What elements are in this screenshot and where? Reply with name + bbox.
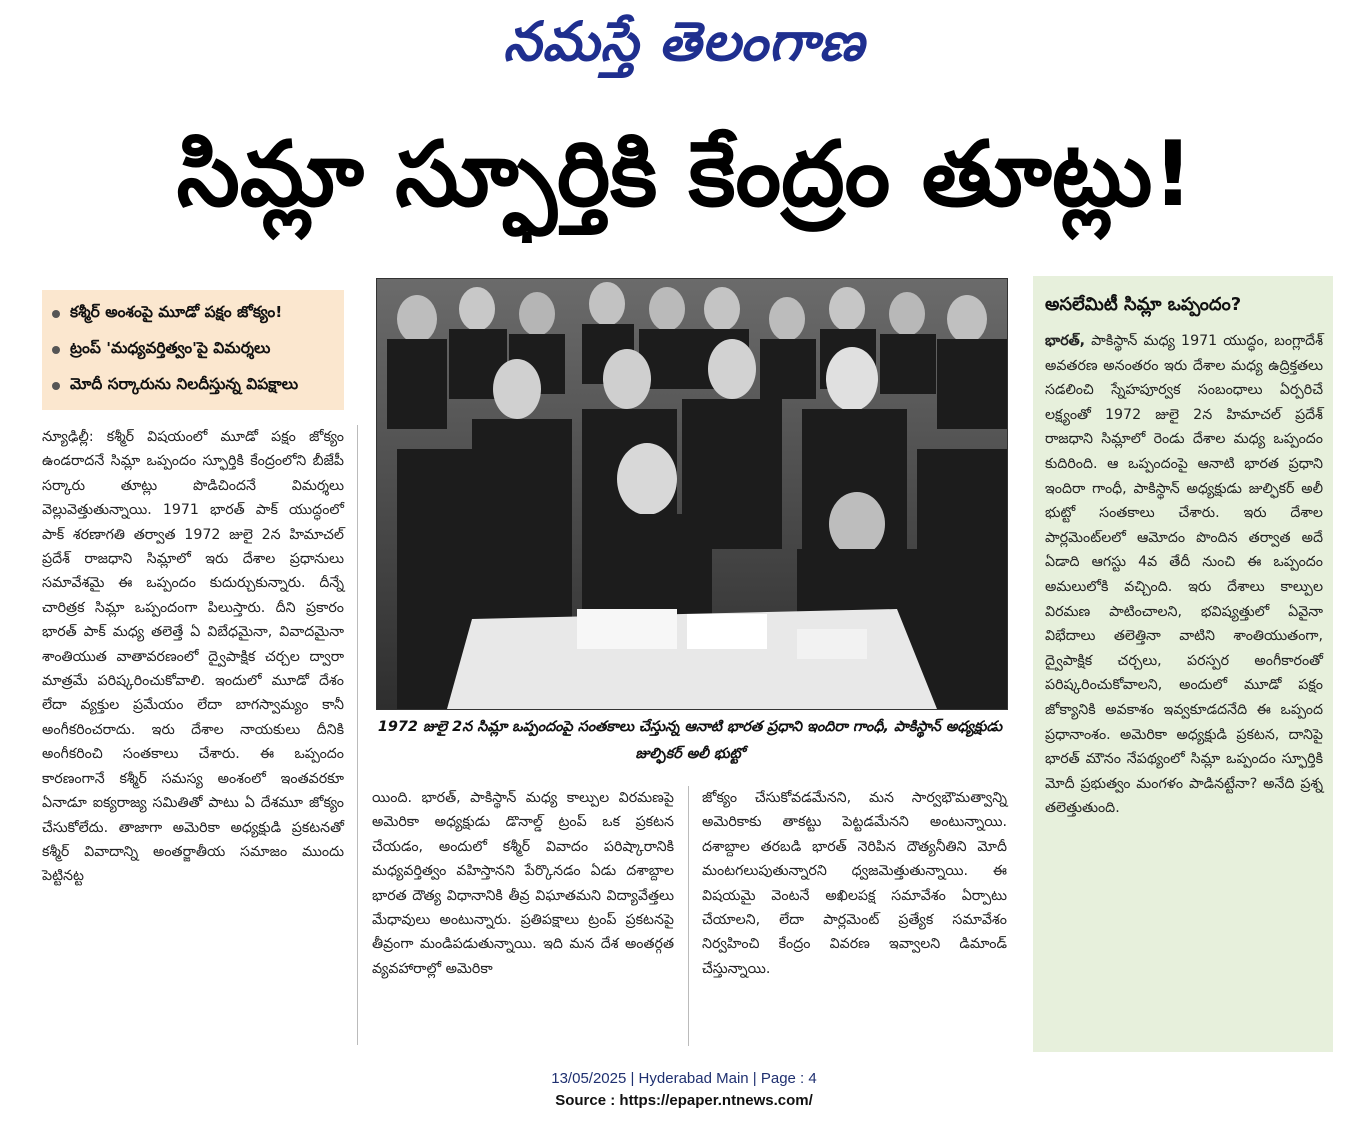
article-column-3: జోక్యం చేసుకోవడమేనని, మన సార్వభౌమత్వాన్ని అమెరికాకు తాకట్టు పెట్టడమేనని అంటున్నాయి. దశాబ్దాల తరబడి భారత్ నెరిపిన దౌత్యనీతిని మోదీ మంటగలుపుతున్నారని ధ్వజమెత్తుతున్నాయి. ఈ విషయమై వెంటనే అఖిలపక్ష సమావేశం ఏర్పాటు చేయాలని, లేదా పార్లమెంట్ ప్రత్యేక సమావేశం నిర్వహించి కేంద్రం వివరణ ఇవ్వాలని డిమాండ్ చేస్తున్నాయి. — [702, 790, 1007, 977]
edition-info: 13/05/2025 | Hyderabad Main | Page : 4 — [551, 1070, 817, 1087]
highlight-item — [42, 296, 344, 332]
sidebar-body — [1045, 329, 1323, 821]
bullet-icon — [52, 346, 60, 354]
masthead-logo: నమస్తే తెలంగాణ — [503, 9, 865, 73]
highlight-text: ట్రంప్ 'మధ్యవర్తిత్వం'పై విమర్శలు — [70, 339, 271, 357]
bullet-icon — [52, 382, 60, 390]
highlight-item — [42, 332, 344, 368]
headline: సిమ్లా స్ఫూర్తికి కేంద్రం తూట్లు! — [176, 122, 1194, 227]
sidebar-lead: భారత్, — [1045, 333, 1086, 349]
explainer-sidebar — [1033, 276, 1333, 1052]
article-column-1: న్యూఢిల్లీ: కశ్మీర్ విషయంలో మూడో పక్షం జోక్యం ఉండరాదనే సిమ్లా ఒప్పందం స్ఫూర్తికి కేంద్రంలోని బీజేపీ సర్కారు తూట్లు పొడిచిందనే విమర్శలు వెల్లువెత్తుతున్నాయి. 1971 భారత్ పాక్ యుద్ధంలో పాక్ శరణాగతి తర్వాత 1972 జులై 2న హిమాచల్ ప్రదేశ్ రాజధాని సిమ్లాలో ఇరు దేశాల ప్రధానులు సమావేశమై ఈ ఒప్పందం కుదుర్చుకున్నారు. దీన్నే చారిత్రక సిమ్లా ఒప్పందంగా పిలుస్తారు. దీని ప్రకారం భారత్ పాక్ మధ్య తలెత్తే ఏ విబేధమైనా, వివాదమైనా శాంతియుత వాతావరణంలో ద్వైపాక్షిక చర్చల ద్వారా మాత్రమే పరిష్కరించుకోవాలి. ఇందులో మూడో దేశం లేదా వ్యక్తుల ప్రమేయం లేదా బాగస్వామ్యం కానీ అంగీకరించరాదు. ఇరు దేశాల నాయకులు దీనికి అంగీకరించి సంతకాలు చేశారు. ఈ ఒప్పందం కారణంగానే కశ్మీర్ సమస్య అంశంలో ఇంతవరకూ ఏనాడూ ఐక్యరాజ్య సమితితో పాటు ఏ దేశమూ జోక్యం చేసుకోలేదు. తాజాగా అమెరికా అధ్యక్షుడి ప్రకటనతో కశ్మీర్ వివాదాన్ని అంతర్జాతీయ సమాజం ముందు పెట్టినట్ట — [42, 429, 344, 885]
page-footer — [0, 1068, 1368, 1112]
highlight-item — [42, 368, 344, 404]
article-column-2: యింది. భారత్, పాకిస్థాన్ మధ్య కాల్పుల విరమణపై అమెరికా అధ్యక్షుడు డొనాల్డ్ ట్రంప్ ఒక ప్రకటన చేయడం, అందులో కశ్మీర్ వివాదం పరిష్కారానికి మధ్యవర్తిత్వం వహిస్తానని పేర్కొనడం ఏడు దశాబ్దాల భారత దౌత్య విధానానికి తీవ్ర విఘాతమని విద్యావేత్తలు మేధావులు అంటున్నారు. ప్రతిపక్షాలు ట్రంప్ ప్రకటనపై తీవ్రంగా మండిపడుతున్నాయి. ఇది మన దేశ అంతర్గత వ్యవహారాల్లో అమెరికా — [372, 790, 674, 977]
highlights-box — [42, 290, 344, 410]
photo-caption: 1972 జులై 2న సిమ్లా ఒప్పందంపై సంతకాలు చేస్తున్న ఆనాటి భారత ప్రధాని ఇందిరా గాంధీ, పాకిస్థాన్ అధ్యక్షుడు జుల్ఫికర్ అలీ భుట్టో — [377, 719, 1003, 762]
source-link[interactable]: Source : https://epaper.ntnews.com/ — [555, 1092, 813, 1109]
sidebar-title: అసలేమిటీ సిమ్లా ఒప్పందం? — [1045, 294, 1242, 315]
column-divider — [357, 425, 358, 1045]
photo-illustration — [377, 279, 1007, 709]
highlight-text: మోదీ సర్కారును నిలదీస్తున్న విపక్షాలు — [70, 375, 299, 393]
column-divider — [688, 786, 689, 1046]
bullet-icon — [52, 310, 60, 318]
signing-photo — [376, 278, 1008, 710]
sidebar-text: పాకిస్థాన్ మధ్య 1971 యుద్ధం, బంగ్లాదేశ్ అవతరణ అనంతరం ఇరు దేశాల మధ్య ఉద్రిక్తతలు సడలించి స్నేహపూర్వక సంబంధాలు ఏర్పరిచే లక్ష్యంతో 1972 జులై 2న హిమాచల్ ప్రదేశ్ రాజధాని సిమ్లాలో రెండు దేశాల మధ్య ఒప్పందం కుదిరింది. ఆ ఒప్పందంపై ఆనాటి భారత ప్రధాని ఇందిరా గాంధీ, పాకిస్థాన్ అధ్యక్షుడు జుల్ఫికర్ అలీ భుట్టో సంతకాలు చేశారు. ఇరు దేశాల పార్లమెంట్‌లలో ఆమోదం పొందిన తర్వాత అదే ఏడాది ఆగస్టు 4వ తేదీ నుంచి ఈ ఒప్పందం అమలులోకి వచ్చింది. ఇరు దేశాలు కాల్పుల విరమణ పాటించాలని, భవిష్యత్తులో ఏవైనా విభేదాలు తలెత్తినా వాటిని శాంతియుతంగా, ద్వైపాక్షిక చర్చలు, పరస్పర అంగీకారంతో పరిష్కరించుకోవాలని, అందులో మూడో పక్షం జోక్యానికి అవకాశం ఇవ్వకూడదనేది ఈ ఒప్పంద ప్రధానాంశం. అమెరికా అధ్యక్షుడి ప్రకటన, దానిపై భారత్ మౌనం నేపథ్యంలో సిమ్లా ఒప్పందం స్ఫూర్తికి మోదీ ప్రభుత్వం మంగళం పాడినట్టేనా? అనేది ప్రశ్న తలెత్తుతుంది. — [1045, 333, 1323, 817]
highlight-text: కశ్మీర్ అంశంపై మూడో పక్షం జోక్యం! — [70, 303, 283, 321]
